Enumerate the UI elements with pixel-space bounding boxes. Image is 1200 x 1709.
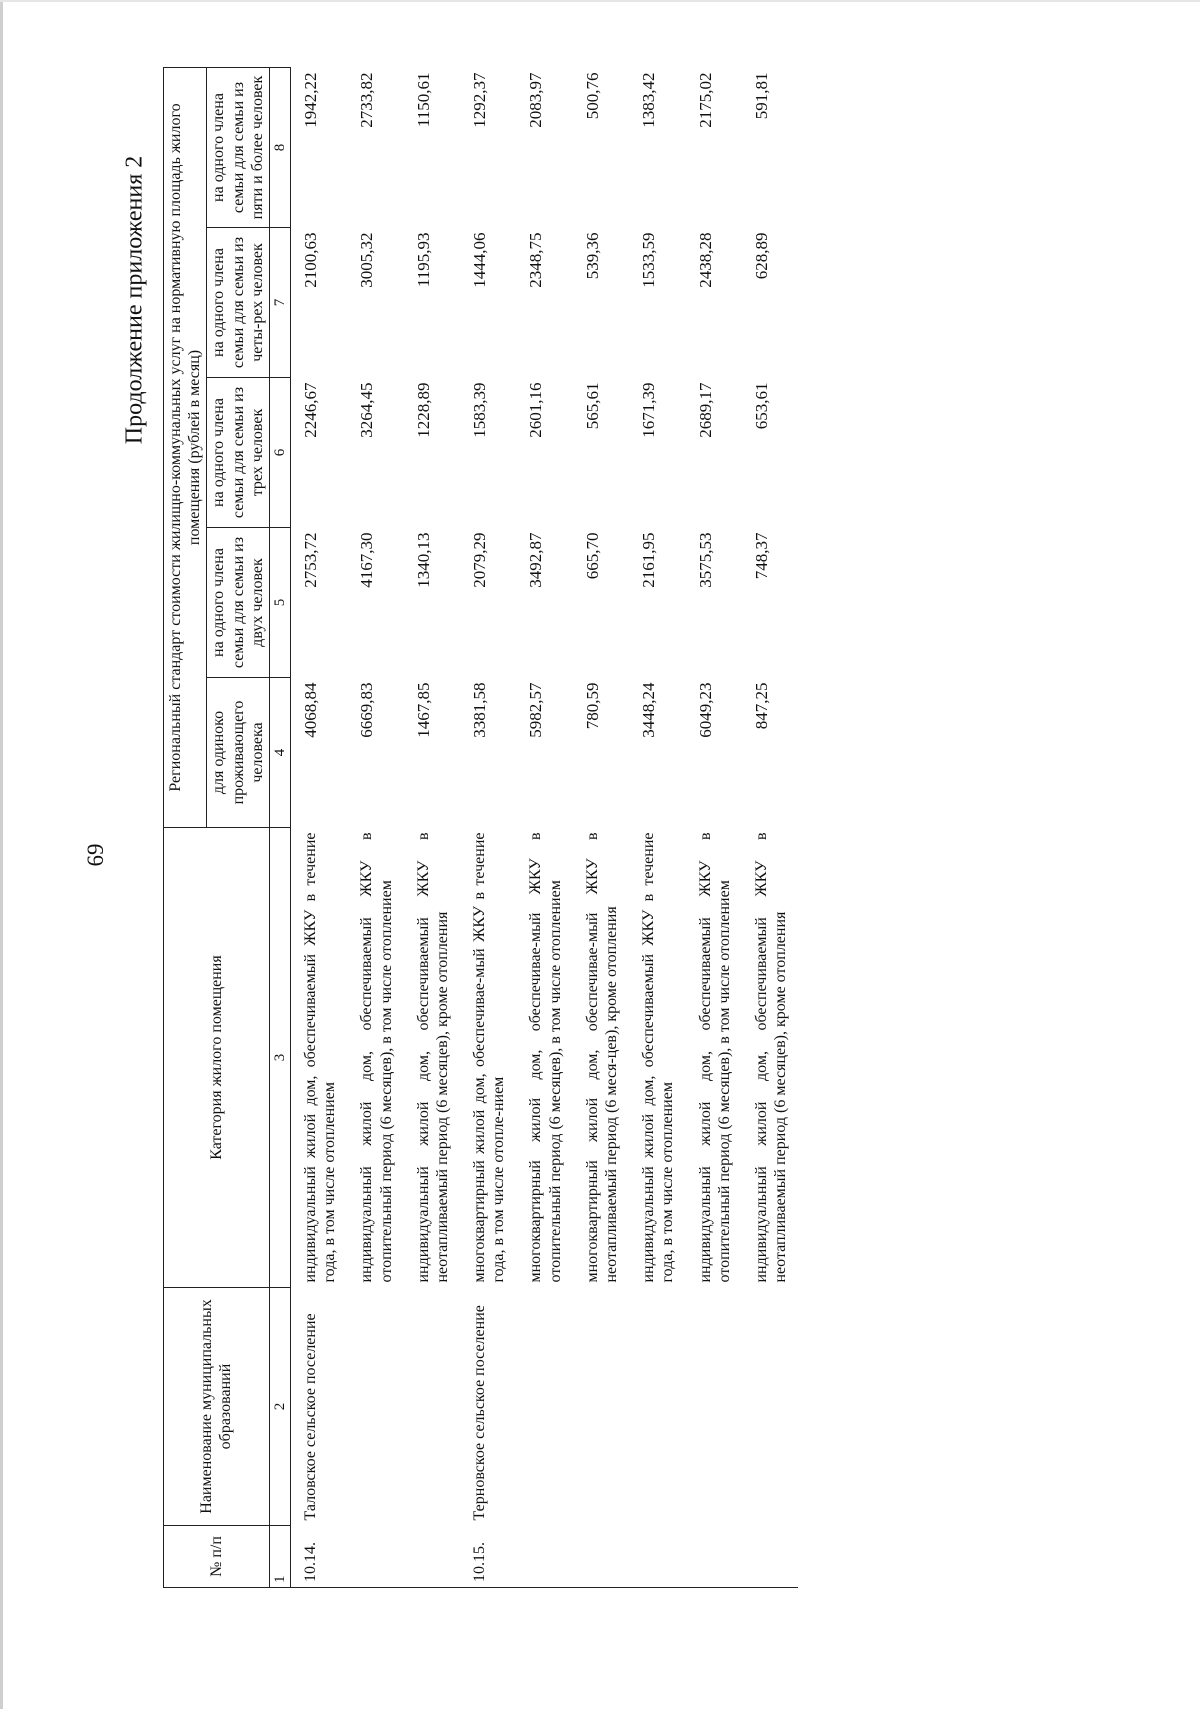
value-five: 2175,02 — [695, 72, 715, 128]
housing-category: многоквартирный жилой дом, обеспечивае-мый ЖКУ в течение года, в том числе отопле-нием — [471, 832, 508, 1283]
table-row — [686, 68, 742, 1588]
table-row — [404, 68, 460, 1588]
value-two: 4167,30 — [357, 532, 377, 588]
header-sub-five: на одного члена семьи для семьи из пяти и более человек — [207, 68, 270, 228]
municipality-name: Таловское сельское поселение — [301, 1313, 319, 1521]
column-number-5: 5 — [269, 528, 290, 678]
scan-edge-left — [0, 0, 3, 1709]
row-number: 10.14. — [290, 1526, 347, 1588]
column-number-1: 1 — [269, 1526, 290, 1588]
value-four: 3005,32 — [357, 232, 377, 288]
table-row — [290, 68, 347, 1588]
value-three: 3264,45 — [357, 382, 377, 438]
header-sub-three: на одного члена семьи для семьи из трех человек — [207, 378, 270, 528]
value-three: 1671,39 — [639, 382, 659, 438]
row-number — [573, 1526, 629, 1588]
table-row — [573, 68, 629, 1588]
housing-category: многоквартирный жилой дом, обеспечивае-мый ЖКУ в неотапливаемый период (6 меся-цев), кроме отопления — [583, 832, 620, 1283]
value-three: 2601,16 — [526, 382, 546, 438]
tariff-table — [163, 67, 798, 1588]
scan-edge-top — [0, 0, 1200, 2]
value-three: 1583,39 — [470, 382, 490, 438]
value-four: 2438,28 — [695, 232, 715, 288]
value-five: 2083,97 — [526, 72, 546, 128]
municipality-name — [573, 1288, 629, 1526]
value-single: 6669,83 — [357, 682, 377, 738]
housing-category: индивидуальный жилой дом, обеспечиваемый ЖКУ в течение года, в том числе отоплением — [640, 832, 677, 1283]
header-col-standard: Региональный стандарт стоимости жилищно-коммунальных услуг на нормативную площадь жилого помещения (рублей в месяц) — [164, 68, 207, 828]
value-four: 1195,93 — [413, 232, 433, 288]
row-number — [516, 1526, 572, 1588]
value-two: 3492,87 — [526, 532, 546, 588]
header-row-numbers — [269, 68, 290, 1588]
value-five: 591,81 — [751, 72, 771, 120]
value-three: 565,61 — [582, 382, 602, 430]
row-number — [404, 1526, 460, 1588]
row-number — [686, 1526, 742, 1588]
value-five: 500,76 — [582, 72, 602, 120]
row-number — [629, 1526, 685, 1588]
column-number-8: 8 — [269, 68, 290, 228]
column-number-6: 6 — [269, 378, 290, 528]
column-number-2: 2 — [269, 1288, 290, 1526]
value-four: 1444,06 — [470, 232, 490, 288]
value-two: 2753,72 — [300, 532, 320, 588]
value-single: 4068,84 — [300, 682, 320, 738]
table-row — [629, 68, 685, 1588]
table-row — [347, 68, 403, 1588]
value-three: 1228,89 — [413, 382, 433, 438]
row-number — [347, 1526, 403, 1588]
header-row-main — [164, 68, 207, 1588]
housing-category: индивидуальный жилой дом, обеспечиваемый ЖКУ в отопительный период (6 месяцев), в том числе отоплением — [358, 832, 395, 1283]
table-row — [460, 68, 516, 1588]
value-five: 1942,22 — [300, 72, 320, 128]
value-three: 2246,67 — [300, 382, 320, 438]
row-number — [742, 1526, 798, 1588]
municipality-name — [404, 1288, 460, 1526]
value-three: 2689,17 — [695, 382, 715, 438]
municipality-name — [629, 1288, 685, 1526]
value-four: 539,36 — [582, 232, 602, 280]
value-five: 1150,61 — [413, 72, 433, 128]
value-four: 628,89 — [751, 232, 771, 280]
municipality-name — [516, 1288, 572, 1526]
table-row — [516, 68, 572, 1588]
header-col-municipality: Наименование муниципальных образований — [164, 1288, 270, 1526]
value-single: 847,25 — [751, 682, 771, 730]
value-five: 1292,37 — [470, 72, 490, 128]
column-number-3: 3 — [269, 828, 290, 1288]
value-single: 3448,24 — [639, 682, 659, 738]
value-single: 780,59 — [582, 682, 602, 730]
housing-category: индивидуальный жилой дом, обеспечиваемый ЖКУ в неотапливаемый период (6 месяцев), кроме отопления — [414, 832, 451, 1283]
value-two: 665,70 — [582, 532, 602, 580]
municipality-name — [742, 1288, 798, 1526]
header-sub-two: на одного члена семьи для семьи из двух человек — [207, 528, 270, 678]
header-col-category: Категория жилого помещения — [164, 828, 270, 1288]
value-single: 1467,85 — [413, 682, 433, 738]
value-four: 2348,75 — [526, 232, 546, 288]
value-four: 1533,59 — [639, 232, 659, 288]
value-single: 3381,58 — [470, 682, 490, 738]
value-two: 2161,95 — [639, 532, 659, 588]
value-two: 3575,53 — [695, 532, 715, 588]
header-sub-single: для одиноко проживающего человека — [207, 678, 270, 828]
municipality-name — [686, 1288, 742, 1526]
rotated-table-container — [163, 68, 1200, 1588]
value-five: 2733,82 — [357, 72, 377, 128]
value-single: 5982,57 — [526, 682, 546, 738]
value-five: 1383,42 — [639, 72, 659, 128]
value-two: 2079,29 — [470, 532, 490, 588]
column-number-4: 4 — [269, 678, 290, 828]
table-row — [742, 68, 798, 1588]
page-number: 69 — [83, 843, 108, 867]
value-two: 1340,13 — [413, 532, 433, 588]
housing-category: индивидуальный жилой дом, обеспечиваемый ЖКУ в отопительный период (6 месяцев), в том числе отоплением — [696, 832, 733, 1283]
housing-category: индивидуальный жилой дом, обеспечиваемый ЖКУ в течение года, в том числе отоплением — [301, 832, 339, 1283]
value-two: 748,37 — [751, 532, 771, 580]
row-number: 10.15. — [460, 1526, 516, 1588]
housing-category: индивидуальный жилой дом, обеспечиваемый ЖКУ в неотапливаемый период (6 месяцев), кроме отопления — [752, 832, 790, 1283]
value-three: 653,61 — [751, 382, 771, 430]
header-sub-four: на одного члена семьи для семьи из четы-рех человек — [207, 228, 270, 378]
value-single: 6049,23 — [695, 682, 715, 738]
municipality-name: Терновское сельское поселение — [471, 1305, 489, 1521]
column-number-7: 7 — [269, 228, 290, 378]
municipality-name — [347, 1288, 403, 1526]
header-col-no: № п/п — [164, 1526, 270, 1588]
appendix-label: Продолжение приложения 2 — [121, 155, 148, 445]
value-four: 2100,63 — [300, 232, 320, 288]
housing-category: многоквартирный жилой дом, обеспечивае-мый ЖКУ в отопительный период (6 месяцев), в том числе отоплением — [527, 832, 564, 1283]
